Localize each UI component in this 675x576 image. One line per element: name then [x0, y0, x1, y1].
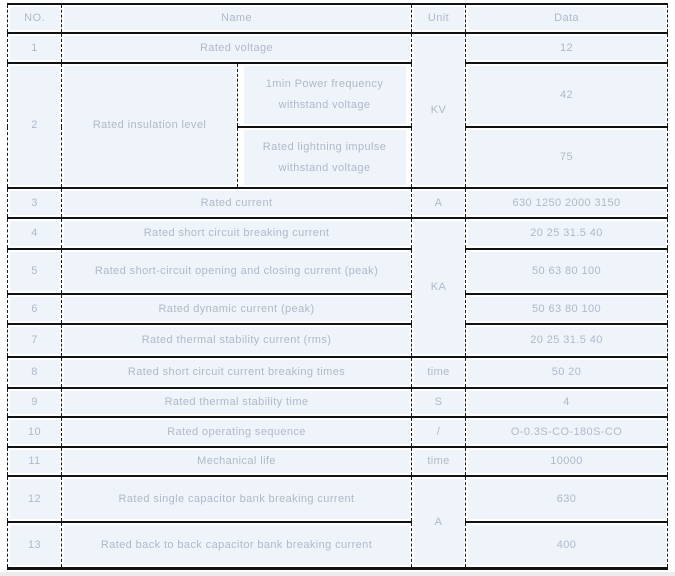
row-data: 4 [466, 388, 668, 417]
row-name: Rated voltage [62, 33, 412, 63]
unit-kv: KV [412, 33, 466, 188]
row-name: Rated operating sequence [62, 417, 412, 447]
row-no: 12 [8, 476, 62, 522]
table-row [8, 476, 668, 522]
row-data: 50 63 80 100 [466, 249, 668, 294]
table-row [8, 218, 668, 249]
table-row [8, 188, 668, 218]
row-data: 50 63 80 100 [466, 294, 668, 324]
row-name: Rated short-circuit opening and closing current (peak) [62, 249, 412, 294]
row-data: 20 25 31.5 40 [466, 218, 668, 249]
header-row [8, 4, 668, 33]
row-no: 10 [8, 417, 62, 447]
row-data: O-0.3S-CO-180S-CO [466, 417, 668, 447]
table-row [8, 33, 668, 63]
unit-slash: / [412, 417, 466, 447]
unit-time: time [412, 357, 466, 388]
header-unit: Unit [412, 4, 466, 33]
row-sub-name: 1min Power frequency withstand voltage [238, 63, 412, 127]
row-data: 12 [466, 33, 668, 63]
table-row [8, 522, 668, 568]
unit-ka: KA [412, 218, 466, 357]
row-name: Rated short circuit current breaking times [62, 357, 412, 388]
row-name: Rated insulation level [62, 63, 238, 188]
table-row [8, 249, 668, 294]
row-data: 630 [466, 476, 668, 522]
unit-a: A [412, 476, 466, 568]
row-name: Rated current [62, 188, 412, 218]
row-no: 6 [8, 294, 62, 324]
page-bottom-strip [0, 572, 675, 576]
row-name: Rated short circuit breaking current [62, 218, 412, 249]
row-no: 1 [8, 33, 62, 63]
row-sub-name: Rated lightning impulse withstand voltage [238, 127, 412, 188]
row-no: 9 [8, 388, 62, 417]
unit-time: time [412, 447, 466, 476]
row-no: 3 [8, 188, 62, 218]
header-data: Data [466, 4, 668, 33]
row-no: 8 [8, 357, 62, 388]
unit-s: S [412, 388, 466, 417]
unit-a: A [412, 188, 466, 218]
header-no: NO. [8, 4, 62, 33]
table-row [8, 324, 668, 357]
table-row [8, 417, 668, 447]
header-name: Name [62, 4, 412, 33]
row-no: 4 [8, 218, 62, 249]
row-data: 50 20 [466, 357, 668, 388]
row-no: 13 [8, 522, 62, 568]
row-name: Mechanical life [62, 447, 412, 476]
row-name: Rated thermal stability current (rms) [62, 324, 412, 357]
row-no: 5 [8, 249, 62, 294]
row-no: 7 [8, 324, 62, 357]
row-name: Rated single capacitor bank breaking current [62, 476, 412, 522]
row-data: 400 [466, 522, 668, 568]
row-name: Rated back to back capacitor bank breaking current [62, 522, 412, 568]
row-data: 75 [466, 127, 668, 188]
row-data: 10000 [466, 447, 668, 476]
table-row [8, 63, 668, 127]
row-name: Rated dynamic current (peak) [62, 294, 412, 324]
table-row [8, 388, 668, 417]
table-row [8, 447, 668, 476]
row-data: 630 1250 2000 3150 [466, 188, 668, 218]
table-row [8, 357, 668, 388]
table-row [8, 294, 668, 324]
row-data: 20 25 31.5 40 [466, 324, 668, 357]
spec-table [7, 3, 668, 570]
row-data: 42 [466, 63, 668, 127]
row-no: 11 [8, 447, 62, 476]
row-no: 2 [8, 63, 62, 188]
row-name: Rated thermal stability time [62, 388, 412, 417]
